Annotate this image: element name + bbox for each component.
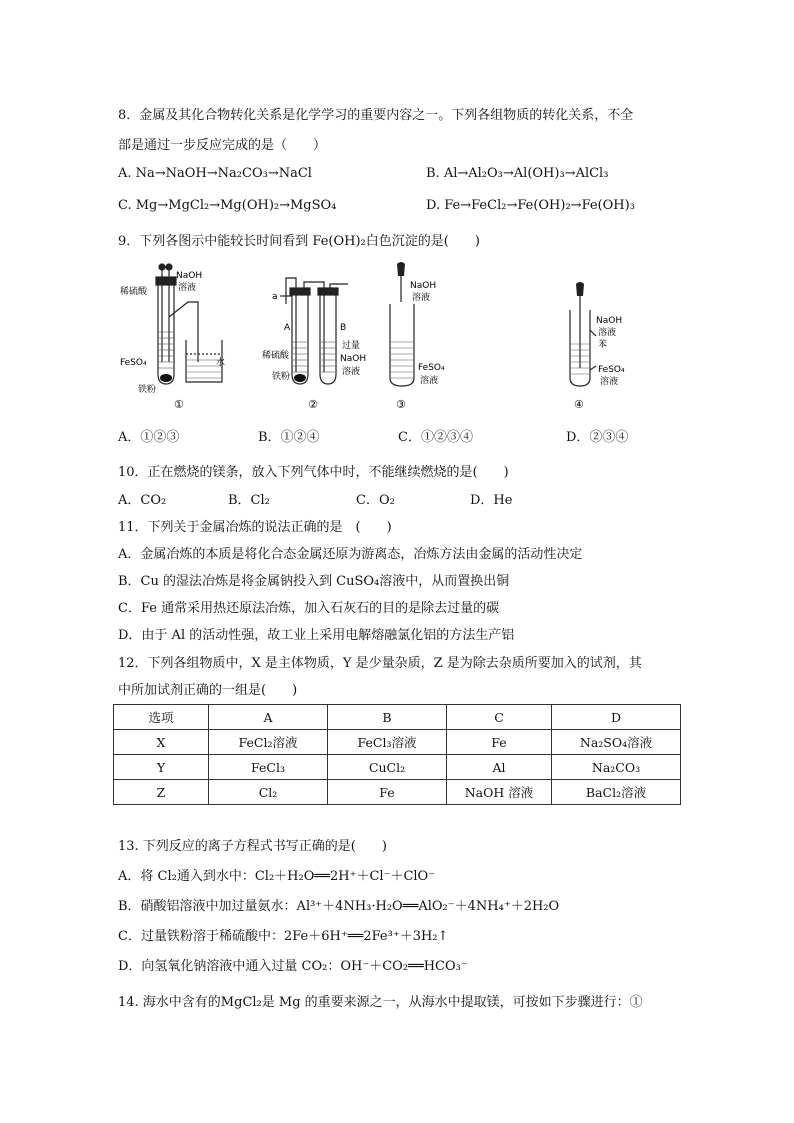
table-header-row [114,705,681,730]
q11-stem: 11．下列关于金属冶炼的说法正确的是 ( ) [118,520,392,535]
figure-4-dropper-bulb [576,282,584,296]
table-cell: CuCl₂ [328,755,447,780]
table-row [114,755,681,780]
f2-acid: 稀硫酸 [262,351,290,361]
q12-table [113,704,681,805]
q8-option-c: C. Mg→MgCl₂→Mg(OH)₂→MgSO₄ [118,198,337,213]
q11-option-c: C．Fe 通常采用热还原法冶炼，加入石灰石的目的是除去过量的碳 [118,601,500,616]
table-row [114,780,681,805]
q8-option-b: B. Al→Al₂O₃→Al(OH)₃→AlCl₃ [426,166,609,181]
figure-3-liquid [391,342,413,378]
table-cell: Z [114,780,209,805]
q13-stem: 13. 下列反应的离子方程式书写正确的是( ) [118,839,387,854]
f2-iron: 铁粉 [272,372,291,382]
f1-number: ① [174,398,184,411]
figure-3 [382,262,492,412]
f4-feso4: FeSO₄ [598,365,625,375]
f4-rongye: 溶液 [598,328,617,338]
f2-label-a: A [284,323,291,333]
table-header-cell: A [209,705,328,730]
table-cell: Na₂SO₄溶液 [552,730,681,755]
f1-water: 水 [216,358,226,368]
table-row [114,730,681,755]
q8-option-a: A. Na→NaOH→Na₂CO₃→NaCl [118,166,312,181]
q13-option-d: D．向氢氧化钠溶液中通入过量 CO₂：OH⁻＋CO₂══HCO₃⁻ [118,959,468,974]
figure-2-iron-powder [294,374,306,382]
f4-number: ④ [574,398,584,411]
table-cell: FeCl₃溶液 [328,730,447,755]
q10-option-c: C．O₂ [356,493,395,508]
q10-stem: 10．正在燃烧的镁条，放入下列气体中时，不能继续燃烧的是( ) [118,465,509,480]
f3-rongye2: 溶液 [420,376,439,386]
f2-rongye: 溶液 [342,367,361,377]
figure-2-liquid [293,342,335,372]
table-cell: NaOH 溶液 [447,780,552,805]
q10-option-a: A．CO₂ [118,493,167,508]
table-cell: BaCl₂溶液 [552,780,681,805]
f1-iron: 铁粉 [138,385,157,395]
table-cell: Cl₂ [209,780,328,805]
q11-option-a: A．金属冶炼的本质是将化合态金属还原为游离态，冶炼方法由金属的活动性决定 [118,547,583,562]
f1-feso4: FeSO₄ [120,358,147,368]
q9-stem: 9．下列各图示中能较长时间看到 Fe(OH)₂白色沉淀的是( ) [118,234,480,249]
q9-option-d: D．②③④ [566,430,629,445]
q12-stem-line2: 中所加试剂正确的一组是( ) [118,683,298,698]
table-cell: X [114,730,209,755]
q9-option-c: C．①②③④ [398,430,473,445]
table-header-cell: D [552,705,681,730]
f2-excess: 过量 [342,341,361,351]
q13-option-a: A．将 Cl₂通入到水中：Cl₂＋H₂O══2H⁺＋Cl⁻＋ClO⁻ [118,869,436,884]
table-cell: FeCl₃ [209,755,328,780]
q8-stem-line1: 8．金属及其化合物转化关系是化学学习的重要内容之一。下列各组物质的转化关系，不全 [118,108,634,123]
f3-number: ③ [396,398,406,411]
table-header-cell: B [328,705,447,730]
f2-label-b: B [340,323,347,333]
q11-option-b: B．Cu 的湿法冶炼是将金属钠投入到 CuSO₄溶液中，从而置换出铜 [118,574,510,589]
f3-naoh: NaOH [410,281,437,291]
table-cell: Fe [328,780,447,805]
q12-stem-line1: 12．下列各组物质中，X 是主体物质，Y 是少量杂质，Z 是为除去杂质所要加入的试剂，其 [118,656,642,671]
table-cell: FeCl₂溶液 [209,730,328,755]
figure-3-dropper-bulb [397,262,405,276]
f1-acid: 稀硫酸 [120,287,148,297]
table-header-cell: 选项 [114,705,209,730]
q8-option-d: D. Fe→FeCl₂→Fe(OH)₂→Fe(OH)₃ [426,198,635,213]
q8-stem-line2: 部是通过一步反应完成的是（ ） [118,138,327,153]
table-cell: Na₂CO₃ [552,755,681,780]
figure-4 [560,282,670,412]
table-cell: Y [114,755,209,780]
figure-3-apparatus [390,276,414,386]
f3-feso4: FeSO₄ [418,363,445,373]
f3-rongye: 溶液 [412,293,431,303]
q11-option-d: D．由于 Al 的活动性强，故工业上采用电解熔融氯化铝的方法生产铝 [118,628,515,643]
q9-option-b: B．①②④ [258,430,320,445]
table-cell: Fe [447,730,552,755]
f4-naoh: NaOH [596,316,623,326]
q10-option-d: D．He [470,493,513,508]
figure-4-apparatus [570,296,596,386]
f1-naoh: NaOH [176,271,203,281]
f2-number: ② [308,398,318,411]
q13-option-b: B．硝酸铝溶液中加过量氨水：Al³⁺＋4NH₃·H₂O══AlO₂⁻＋4NH₄⁺＋2H₂O [118,899,560,914]
table-cell: Al [447,755,552,780]
f1-rongye: 溶液 [178,283,197,293]
figure-1-iron-powder [160,374,172,382]
f2-naoh: NaOH [340,354,367,364]
q13-option-c: C．过量铁粉溶于稀硫酸中：2Fe＋6H⁺══2Fe³⁺＋3H₂↑ [118,929,449,944]
f2-a: a [272,292,278,302]
figure-2 [258,262,378,412]
f4-rongye2: 溶液 [600,377,619,387]
f4-benzene: 苯 [598,340,608,350]
figure-1 [118,262,238,412]
table-header-cell: C [447,705,552,730]
figure-2-apparatus [280,278,348,384]
q9-option-a: A．①②③ [118,430,180,445]
figure-1-liquid [159,332,221,378]
q10-option-b: B．Cl₂ [228,493,270,508]
q14-stem-line1: 14. 海水中含有的MgCl₂是 Mg 的重要来源之一，从海水中提取镁，可按如下步骤进行：① [118,995,643,1010]
